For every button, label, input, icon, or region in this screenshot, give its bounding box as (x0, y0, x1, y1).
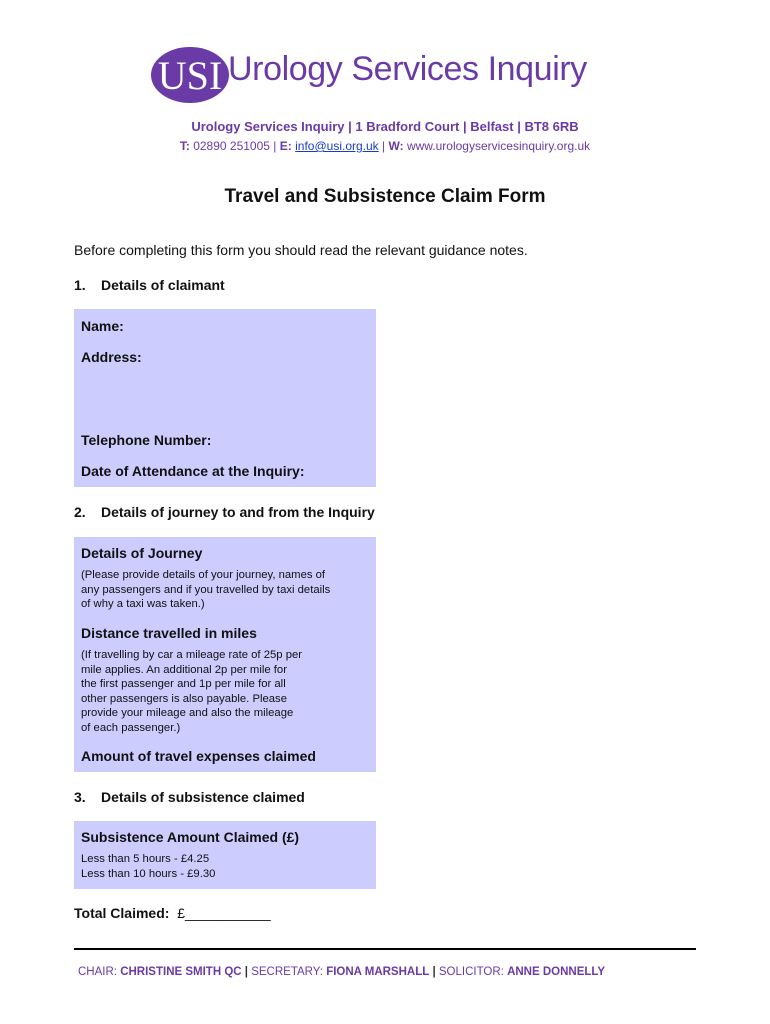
note-line: of each passenger.) (81, 721, 181, 734)
chair-label: CHAIR: (78, 966, 117, 978)
section-1-heading (74, 277, 225, 293)
secretary-label: SECRETARY: (251, 966, 323, 978)
name-field-label[interactable]: Name: (81, 318, 124, 334)
journey-details-box (74, 537, 376, 772)
website-label: W: (388, 139, 404, 153)
logo-name: Urology Services Inquiry (228, 50, 587, 88)
claimant-details-box (74, 309, 376, 487)
travel-amount-heading[interactable]: Amount of travel expenses claimed (81, 748, 316, 764)
section-title: Details of claimant (101, 277, 225, 293)
footer-separator: | (244, 966, 248, 978)
note-line: provide your mileage and also the mileage (81, 707, 294, 719)
journey-heading[interactable]: Details of Journey (81, 545, 203, 561)
section-number: 3. (74, 789, 86, 805)
logo (150, 46, 620, 104)
journey-note (81, 568, 330, 612)
note-line: any passengers and if you travelled by taxi details (81, 583, 331, 596)
chair-name: CHRISTINE SMITH QC (120, 966, 242, 978)
note-line: the first passenger and 1p per mile for all (81, 678, 286, 690)
secretary-name: FIONA MARSHALL (326, 966, 430, 978)
total-claimed (74, 905, 271, 921)
contact-line (0, 139, 770, 153)
page-title: Travel and Subsistence Claim Form (224, 186, 546, 207)
subsistence-rates (81, 852, 215, 881)
intro-text: Before completing this form you should read the relevant guidance notes. (74, 242, 528, 258)
footer-separator: | (432, 966, 436, 978)
subsistence-box (74, 821, 376, 889)
note-line: of why a taxi was taken.) (81, 598, 205, 610)
footer (78, 966, 605, 978)
rate-line: Less than 10 hours - £9.30 (81, 867, 216, 880)
note-line: mile applies. An additional 2p per mile for (81, 663, 287, 676)
solicitor-name: ANNE DONNELLY (507, 966, 606, 978)
note-line: other passengers is also payable. Please (81, 692, 287, 705)
section-3-heading (74, 789, 305, 805)
note-line: (Please provide details of your journey, names of (81, 569, 326, 581)
total-field[interactable]: £___________ (177, 905, 271, 921)
section-2-heading (74, 504, 375, 520)
attendance-date-field-label[interactable]: Date of Attendance at the Inquiry: (81, 463, 305, 479)
section-number: 2. (74, 504, 86, 520)
phone-label: T: (179, 139, 190, 153)
contact-separator: | (382, 139, 386, 153)
address-line: Urology Services Inquiry | 1 Bradford Court | Belfast | BT8 6RB (191, 119, 579, 134)
phone-number: 02890 251005 (193, 139, 270, 153)
email-label: E: (279, 139, 292, 153)
subsistence-heading[interactable]: Subsistence Amount Claimed (£) (81, 829, 300, 845)
distance-heading[interactable]: Distance travelled in miles (81, 625, 257, 641)
section-title: Details of subsistence claimed (101, 789, 305, 805)
logo-initials: USI (157, 53, 223, 98)
note-line: (If travelling by car a mileage rate of 25p per (81, 649, 303, 661)
telephone-field-label[interactable]: Telephone Number: (81, 432, 212, 448)
solicitor-label: SOLICITOR: (438, 966, 504, 978)
contact-separator: | (273, 139, 277, 153)
website-url: www.urologyservicesinquiry.org.uk (406, 139, 591, 153)
total-label: Total Claimed: (74, 905, 170, 921)
footer-divider (74, 948, 696, 950)
address-field-label[interactable]: Address: (81, 349, 142, 365)
section-number: 1. (74, 277, 86, 293)
usi-logo-mark (150, 46, 230, 104)
distance-note (81, 648, 302, 735)
section-title: Details of journey to and from the Inquiry (101, 504, 375, 520)
email-link[interactable]: info@usi.org.uk (295, 139, 379, 153)
rate-line: Less than 5 hours - £4.25 (81, 853, 210, 865)
